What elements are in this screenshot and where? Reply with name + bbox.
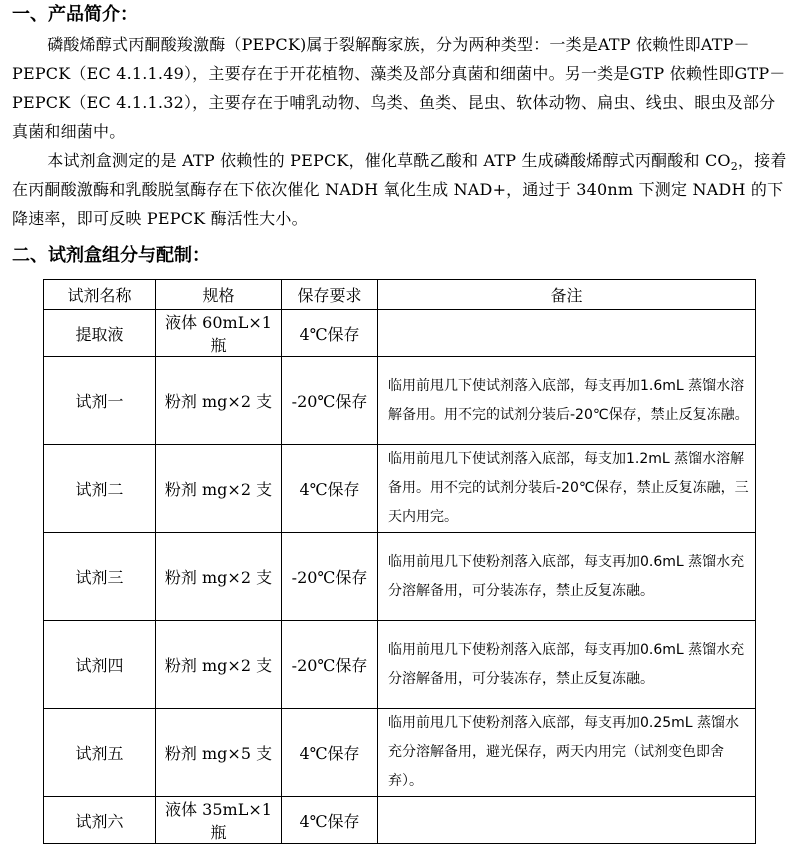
intro-paragraph-1: 磷酸烯醇式丙酮酸羧激酶（PEPCK)属于裂解酶家族，分为两种类型：一类是ATP 依赖性即ATP－PEPCK（EC 4.1.1.49），主要存在于开花植物、藻类及部分真菌和细菌中。另一类是GTP 依赖性即GTP－PEPCK（EC 4.1.1.32），主要存在于哺乳动物、鸟类、鱼类、昆虫、软体动物、扁虫、线虫、眼虫及部分真菌和细菌中。 [12, 35, 786, 141]
reagent-storage: 4℃保存 [282, 709, 378, 797]
table-header-row [44, 280, 756, 310]
intro-paragraph-2 [12, 146, 790, 233]
reagent-storage: -20℃保存 [282, 357, 378, 445]
reagent-storage: -20℃保存 [282, 621, 378, 709]
reagent-name: 提取液 [44, 310, 156, 357]
header-spec: 规格 [156, 280, 282, 310]
reagent-note: 临用前甩几下使试剂落入底部，每支再加1.6mL 蒸馏水溶解备用。用不完的试剂分装后-20℃保存，禁止反复冻融。 [378, 357, 756, 445]
reagent-storage: 4℃保存 [282, 310, 378, 357]
reagent-note: 临用前甩几下使粉剂落入底部，每支再加0.25mL 蒸馏水充分溶解备用，避光保存，两天内用完（试剂变色即舍弃）。 [378, 709, 756, 797]
table-row [44, 621, 756, 709]
table-row [44, 445, 756, 533]
reagent-name: 试剂三 [44, 533, 156, 621]
reagent-note [378, 310, 756, 357]
reagent-spec: 粉剂 mg×2 支 [156, 445, 282, 533]
reagent-name: 试剂五 [44, 709, 156, 797]
reagent-note: 临用前甩几下使粉剂落入底部，每支再加0.6mL 蒸馏水充分溶解备用，可分装冻存，禁止反复冻融。 [378, 533, 756, 621]
reagent-storage: -20℃保存 [282, 533, 378, 621]
reagent-spec: 液体 60mL×1 瓶 [156, 310, 282, 357]
table-row [44, 533, 756, 621]
reagent-spec: 粉剂 mg×5 支 [156, 709, 282, 797]
intro-paragraph-2-part2: ，接着在丙酮酸激酶和乳酸脱氢酶存在下依次催化 NADH 氧化生成 NAD+，通过于 340nm 下测定 NADH 的下降速率，即可反映 PEPCK 酶活性大小。 [12, 151, 787, 228]
co2-subscript: 2 [730, 160, 738, 174]
reagent-spec: 液体 35mL×1 瓶 [156, 797, 282, 844]
table-row [44, 357, 756, 445]
intro-paragraph-2-part1: 本试剂盒测定的是 ATP 依赖性的 PEPCK，催化草酰乙酸和 ATP 生成磷酸烯醇式丙酮酸和 CO [47, 151, 731, 170]
reagent-spec: 粉剂 mg×2 支 [156, 357, 282, 445]
reagent-spec: 粉剂 mg×2 支 [156, 533, 282, 621]
header-reagent-name: 试剂名称 [44, 280, 156, 310]
section-heading-intro: 一、产品简介： [12, 4, 138, 25]
reagent-name: 试剂一 [44, 357, 156, 445]
reagent-table [43, 279, 756, 844]
table-row [44, 310, 756, 357]
table-row [44, 709, 756, 797]
section-heading-components: 二、试剂盒组分与配制： [12, 245, 210, 266]
header-note: 备注 [378, 280, 756, 310]
reagent-storage: 4℃保存 [282, 797, 378, 844]
table-row [44, 797, 756, 844]
reagent-name: 试剂二 [44, 445, 156, 533]
reagent-name: 试剂六 [44, 797, 156, 844]
reagent-note: 临用前甩几下使试剂落入底部，每支加1.2mL 蒸馏水溶解备用。用不完的试剂分装后-20℃保存，禁止反复冻融，三天内用完。 [378, 445, 756, 533]
reagent-spec: 粉剂 mg×2 支 [156, 621, 282, 709]
reagent-storage: 4℃保存 [282, 445, 378, 533]
header-storage: 保存要求 [282, 280, 378, 310]
reagent-note [378, 797, 756, 844]
reagent-note: 临用前甩几下使粉剂落入底部，每支再加0.6mL 蒸馏水充分溶解备用，可分装冻存，禁止反复冻融。 [378, 621, 756, 709]
reagent-name: 试剂四 [44, 621, 156, 709]
